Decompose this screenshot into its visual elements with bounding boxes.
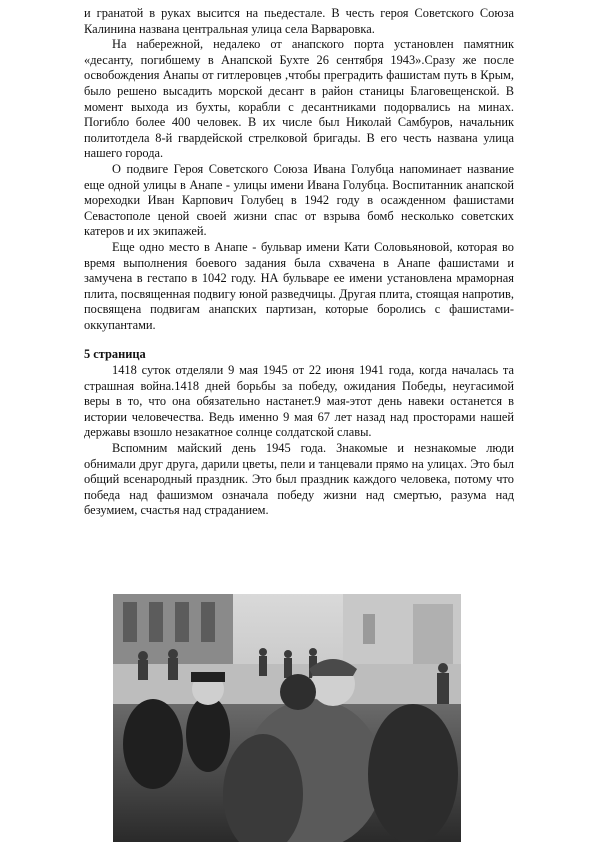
text-block bbox=[84, 6, 514, 519]
paragraph-solovyanova: Еще одно место в Анапе - бульвар имени Кати Соловьяновой, которая во время выполнения боевого задания была схвачена в Анапе фашистами и замучена в гестапо в 1042 году. НА бульваре ее имени установлена мраморная плита, посвященная подвигу юной разведчицы. Другая плита, стоящая напротив, посвящена подвигам анапских партизан, которые боролись с фашистами-оккупантами. bbox=[84, 239, 514, 332]
victory-day-photo bbox=[113, 594, 461, 842]
paragraph-desant-monument: На набережной, недалеко от анапского порта установлен памятник «десанту, погибшему в Анапской Бухте 26 сентября 1943».Сразу же после освобождения Анапы от гитлеровцев ,чтобы преградить фашистам путь в Крым, было решено высадить морской десант в район станицы Благовещенской. В момент выхода из бухты, корабли с десантниками подорвались на минах. Погибло более 400 человек. В их числе был Николай Самбуров, начальник политотдела 8-й гвардейской стрелковой бригады. В его честь названа улица нашего города. bbox=[84, 37, 514, 161]
paragraph-may-1945: Вспомним майский день 1945 года. Знакомые и незнакомые люди обнимали друг друга, дарили цветы, пели и танцевали прямо на улицах. Это был общий всенародный праздник. Это был праздник каждого человека, потому что победа над фашизмом означала победу жизни над смертью, разума над безумием, счастья над страданием. bbox=[84, 441, 514, 518]
paragraph-golubets: О подвиге Героя Советского Союза Ивана Голубца напоминает название еще одной улицы в Анапе - улицы имени Ивана Голубца. Воспитанник анапской мореходки Иван Карпович Голубец в 1942 году в осажденном фашистами Севастополе ценой своей жизни спас от взрыва бомб несколько советских катеров и их экипажей. bbox=[84, 161, 514, 239]
paragraph-1418-days: 1418 суток отделяли 9 мая 1945 от 22 июня 1941 года, когда началась та страшная война.1418 дней борьбы за победу, ожидания Победы, неугасимой веры в то, что она обязательно настанет.9 мая-этот день навеки останется в истории человечества. Ведь именно 9 мая 67 лет назад над просторами нашей державы взошло незакатное солнце солдатской славы. bbox=[84, 363, 514, 440]
paragraph-continuation: и гранатой в руках высится на пьедестале. В честь героя Советского Союза Калинина названа центральная улица села Варваровка. bbox=[84, 6, 514, 36]
photo-illustration bbox=[113, 594, 461, 842]
section-heading: 5 страница bbox=[84, 347, 146, 362]
